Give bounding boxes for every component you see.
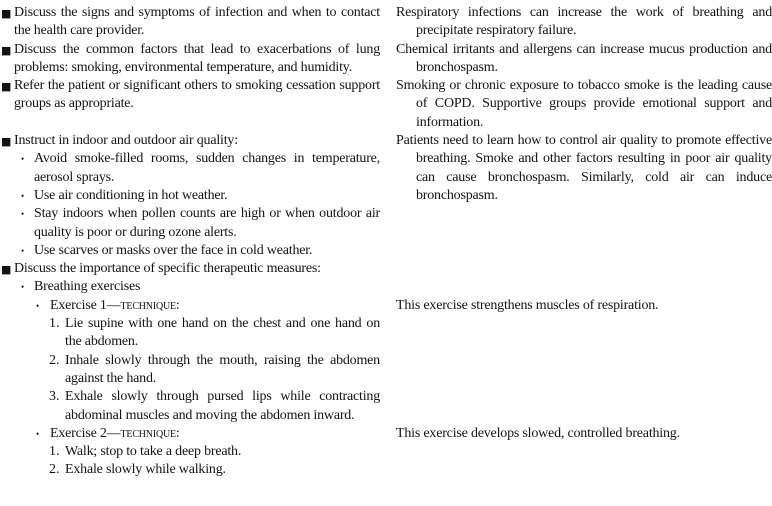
rationale-column-cell [396,297,772,315]
teaching-point [1,77,380,114]
teaching-subpoint-text: Use air conditioning in hot weather. [34,187,228,203]
exercise-step [1,461,380,479]
dot-bullet-icon: • [21,282,25,293]
teaching-column-cell [1,260,380,297]
rationale-paragraph: Patients need to learn how to control air quality to promote effective breathing. Smoke and other factors resulting in poor air quality can cause bronchospasm. Similarly, cold air can induce bronchospasm. [396,133,772,203]
teaching-subpoint [1,278,380,296]
teaching-column-cell [1,297,380,425]
rationale-column-cell [396,4,772,41]
rationale-paragraph: Respiratory infections can increase the work of breathing and precipitate respiratory failure. [396,5,772,39]
exercise-step [1,443,380,461]
plan-row [1,132,772,260]
teaching-subpoint [1,150,380,187]
dot-bullet-icon: • [36,428,40,439]
square-bullet-icon: ■ [1,263,12,277]
rationale-paragraph: Smoking or chronic exposure to tobacco smoke is the leading cause of COPD. Supportive groups provide emotional support and information. [396,78,772,130]
teaching-column-cell [1,77,380,114]
teaching-subpoint-text: Breathing exercises [34,279,141,295]
exercise-step-text: Lie supine with one hand on the chest and one hand on the abdomen. [65,316,380,350]
step-number: 2. [49,462,60,478]
rationale-paragraph: This exercise strengthens muscles of respiration. [396,297,659,313]
teaching-point [1,4,380,41]
teaching-subpoint [1,187,380,205]
plan-row [1,77,772,132]
square-bullet-icon: ■ [1,80,12,94]
square-bullet-icon: ■ [1,43,12,57]
plan-row [1,297,772,425]
exercise-step-text: Walk; stop to take a deep breath. [65,444,242,460]
step-number: 2. [49,352,60,368]
teaching-subpoint-text: Use scarves or masks over the face in cold weather. [34,242,313,258]
dot-bullet-icon: • [21,209,25,220]
exercise-heading [1,425,380,443]
rationale-column-cell [396,132,772,205]
dot-bullet-icon: • [21,190,25,201]
teaching-point [1,132,380,150]
exercise-step-text: Exhale slowly through pursed lips while contracting abdominal muscles and moving the abdomen inward. [65,389,380,423]
teaching-point-text: Discuss the signs and symptoms of infection and when to contact the health care provider. [14,5,380,39]
exercise-step [1,388,380,425]
exercise-step-text: Exhale slowly while walking. [65,462,226,478]
teaching-point [1,260,380,278]
teaching-point-text: Discuss the importance of specific therapeutic measures: [14,261,321,277]
rationale-column-cell [396,41,772,78]
rationale-paragraph: This exercise develops slowed, controlled breathing. [396,425,680,441]
exercise-heading-prefix: Exercise 1— [50,297,121,313]
teaching-column-cell [1,425,380,480]
exercise-step [1,315,380,352]
teaching-subpoint [1,205,380,242]
square-bullet-icon: ■ [1,7,12,20]
rationale-column-cell [396,425,772,443]
dot-bullet-icon: • [21,154,25,165]
technique-label: technique: [120,297,180,313]
teaching-column-cell [1,41,380,78]
teaching-point-text: Instruct in indoor and outdoor air quality: [14,133,238,149]
step-number: 3. [49,389,60,405]
plan-row [1,260,772,297]
plan-row [1,4,772,41]
dot-bullet-icon: • [36,300,40,311]
exercise-heading [1,297,380,315]
teaching-column-cell [1,4,380,41]
teaching-column-cell [1,132,380,260]
exercise-step [1,352,380,389]
exercise-step-text: Inhale slowly through the mouth, raising the abdomen against the hand. [65,352,380,386]
teaching-subpoint-text: Avoid smoke-filled rooms, sudden changes in temperature, aerosol sprays. [34,151,380,185]
exercise-heading-prefix: Exercise 2— [50,425,121,441]
teaching-subpoint-text: Stay indoors when pollen counts are high or when outdoor air quality is poor or during ozone alerts. [34,206,380,240]
square-bullet-icon: ■ [1,135,12,149]
teaching-point-text: Discuss the common factors that lead to exacerbations of lung problems: smoking, environmental temperature, and humidity. [14,41,380,75]
teaching-point-text: Refer the patient or significant others to smoking cessation support groups as appropriate. [14,78,380,112]
dot-bullet-icon: • [21,245,25,256]
plan-row [1,425,772,480]
technique-label: technique: [120,425,180,441]
step-number: 1. [49,444,60,460]
rationale-column-cell [396,77,772,132]
rationale-paragraph: Chemical irritants and allergens can increase mucus production and bronchospasm. [396,41,772,75]
step-number: 1. [49,316,60,332]
teaching-point [1,41,380,78]
teaching-subpoint [1,242,380,260]
plan-row [1,41,772,78]
